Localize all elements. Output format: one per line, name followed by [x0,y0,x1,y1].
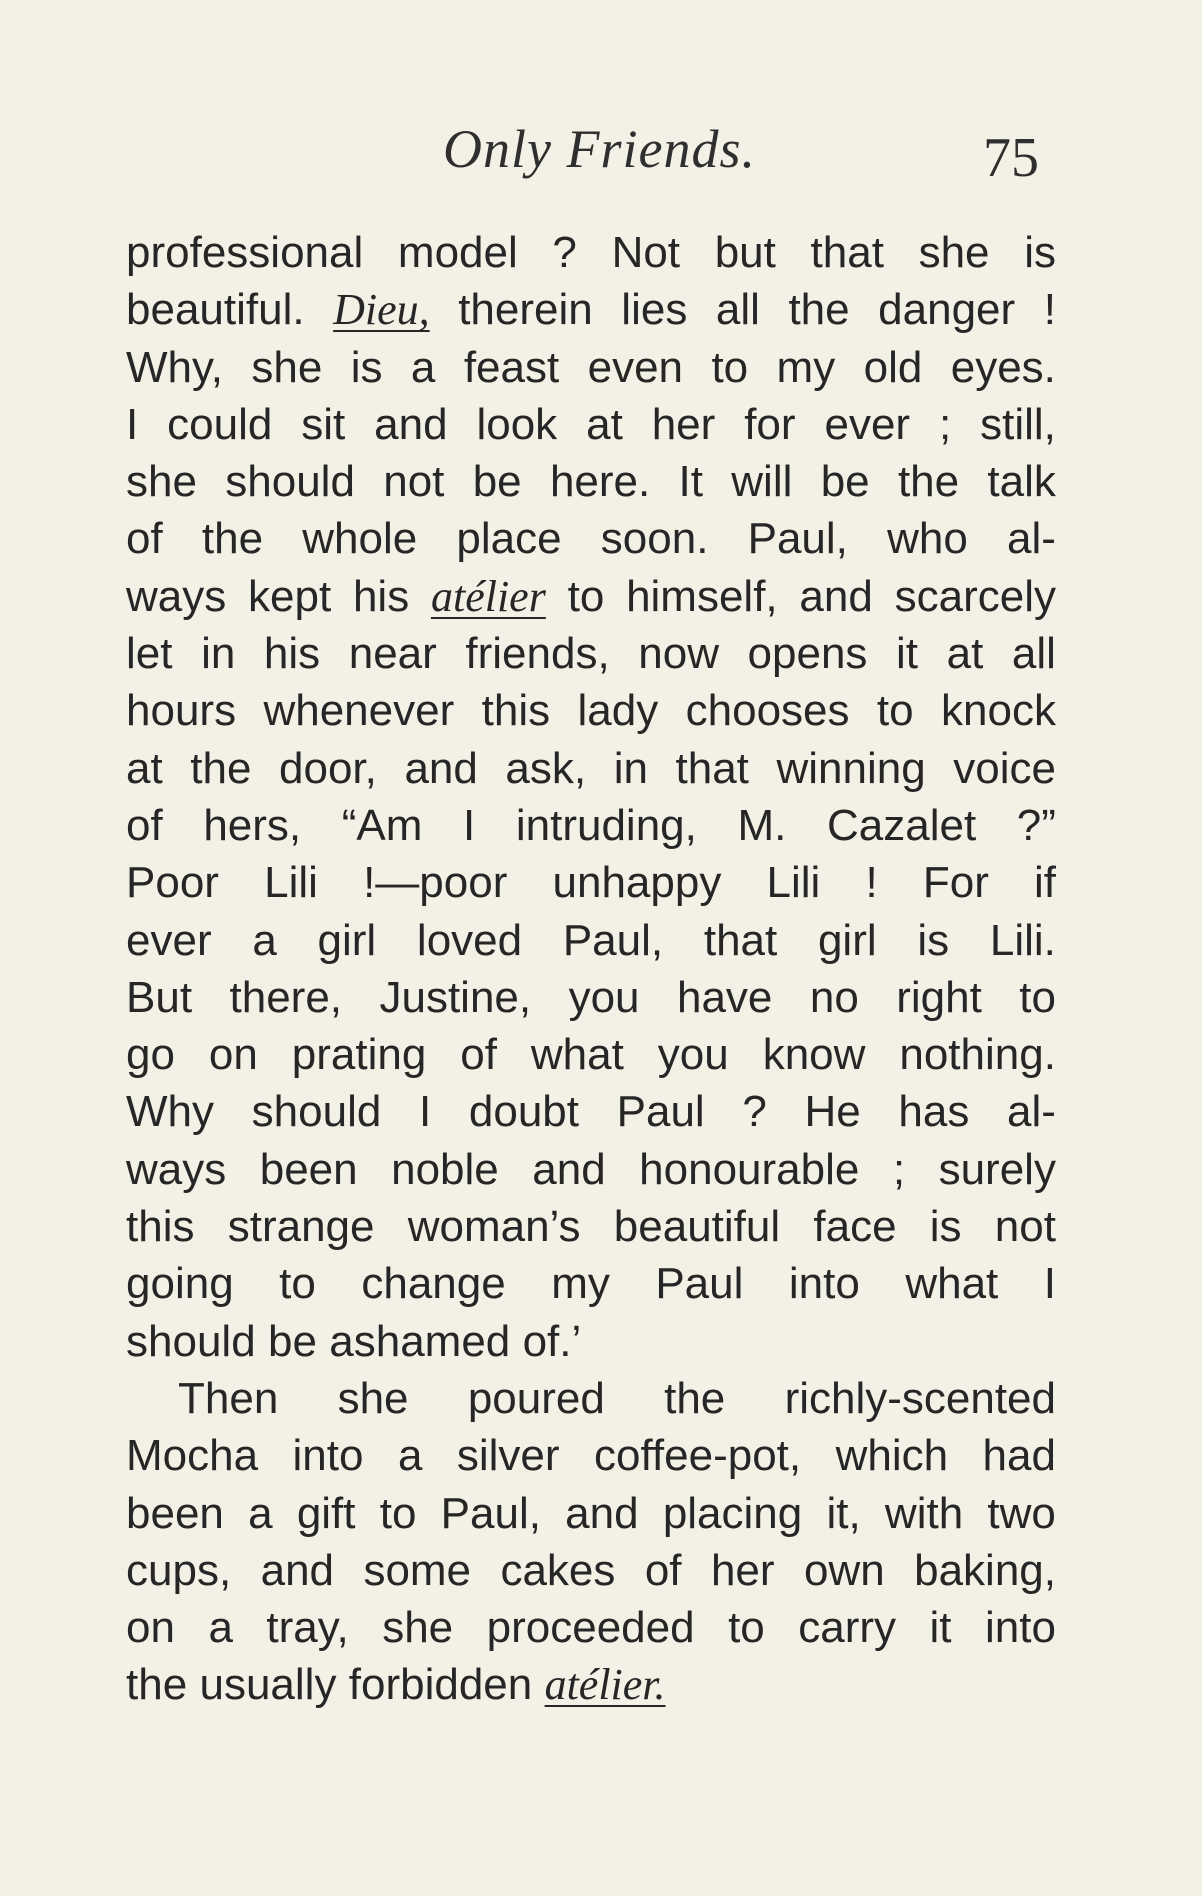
word: gift [296,1488,356,1538]
word: to [876,686,914,736]
word: himself, [626,571,778,621]
word: going [126,1259,234,1309]
word: change [361,1259,506,1309]
word: who [887,514,968,564]
text-line [126,969,1056,1026]
word: this [481,686,551,736]
text-line [126,281,1056,338]
word: voice [953,743,1056,793]
word: of [126,800,163,850]
word: on [126,1603,175,1653]
word: Why [126,1087,214,1137]
word: has [898,1087,970,1137]
word: nothing. [899,1030,1056,1080]
word: be [820,457,870,507]
word: hers, [203,800,302,850]
running-head [0,118,1202,198]
text-line [126,854,1056,911]
word: Paul [655,1259,744,1309]
word: ; [938,399,952,449]
word: I [126,399,139,449]
word: ways [126,1144,227,1194]
word: into [292,1431,364,1481]
word: here. [549,457,651,507]
text-line [126,740,1056,797]
word: But [126,972,193,1022]
word: it [929,1603,952,1653]
word: a [410,342,436,392]
word: this [126,1202,195,1252]
text-line [126,1485,1056,1542]
word: feast [463,342,560,392]
word: talk [987,457,1056,507]
word: winning [776,743,926,793]
word: Mocha [126,1431,259,1481]
word: Paul, [562,915,664,965]
word: coffee-pot, [594,1431,802,1481]
word: Not [611,228,681,277]
word: opens [747,629,868,679]
word: she [918,228,990,277]
word: to [728,1603,765,1653]
word: and [565,1488,639,1538]
word: ask, [505,743,587,793]
word: is [929,1202,962,1252]
word: honourable [639,1144,860,1194]
word: poured [467,1373,605,1423]
word: should [251,1087,382,1137]
word: you [568,972,640,1022]
word: kept [248,571,332,621]
word: her [651,399,716,449]
word: into [788,1259,860,1309]
word: be [472,457,522,507]
word: be [267,1316,317,1366]
word: to [279,1259,316,1309]
word: even [587,342,684,392]
text-line [126,1198,1056,1255]
word: is [350,342,383,392]
word: at [946,629,984,679]
word: sit [301,399,346,449]
word: should [126,1316,256,1366]
word: ? [552,228,577,277]
word: ever [824,399,911,449]
word: and [374,399,448,449]
word: at [586,399,623,449]
word: intruding, [515,800,697,850]
text-line [126,224,1056,281]
word: a [397,1431,423,1481]
word: ashamed [329,1316,511,1366]
word: strange [227,1202,375,1252]
word: “Am [341,800,423,850]
word: all [715,285,760,335]
word: ways [126,571,227,621]
word: Paul [616,1087,705,1137]
text-line [126,625,1056,682]
word: whenever [263,686,455,736]
word: door, [279,743,377,793]
word: chooses [685,686,850,736]
word: could [167,399,273,449]
word: been [126,1488,224,1538]
word: lies [621,285,688,335]
text-line [126,568,1056,625]
word: that [703,915,778,965]
word: !—poor [363,858,508,908]
word: danger [878,285,1016,335]
word: noble [391,1144,499,1194]
italic-word: atélier [430,571,546,621]
word: ? [742,1087,767,1137]
word: professional [126,228,364,277]
word: girl [817,915,877,965]
word: place [456,514,562,564]
word: to [379,1488,417,1538]
text-line [126,396,1056,453]
word: and [260,1545,335,1595]
word: For [922,858,989,908]
word: baking, [914,1545,1056,1595]
word: loved [416,915,523,965]
word: no [809,972,859,1022]
word: Lili. [989,915,1056,965]
word: the [664,1373,726,1423]
word: carry [798,1603,897,1653]
word: a [252,915,277,965]
word: if [1034,858,1056,908]
word: richly-scented [784,1373,1056,1423]
word: you [657,1030,729,1080]
word: He [804,1087,861,1137]
word: prating [291,1030,427,1080]
word: whole [302,514,418,564]
italic-word: atélier. [544,1660,666,1710]
word: know [762,1030,866,1080]
word: scarcely [894,571,1056,621]
word: M. [737,800,787,850]
word: on [208,1030,258,1080]
word: now [638,629,719,679]
word: that [810,228,884,277]
word: into [985,1603,1056,1653]
word: girl [317,915,377,965]
word: I [418,1087,432,1137]
word: it, [826,1488,861,1538]
italic-word: Dieu, [333,285,430,335]
word: doubt [468,1087,579,1137]
body-text [126,224,1056,1714]
word: been [259,1144,358,1194]
word: his [352,571,410,621]
word: ! [1043,285,1056,335]
word: in [201,629,236,679]
word: cups, [126,1545,232,1595]
word: cakes [500,1545,616,1595]
text-line [126,1370,1056,1427]
word: lady [577,686,659,736]
word: her [710,1545,775,1595]
word: for [744,399,796,449]
word: to [567,571,605,621]
word: hours [126,686,237,736]
word: Then [178,1373,279,1423]
word: and [799,571,873,621]
word: beautiful [613,1202,781,1252]
word: placing [662,1488,803,1538]
word: It [678,457,703,507]
text-line [126,1141,1056,1198]
word: soon. [600,514,709,564]
word: that [675,743,749,793]
word: near [348,629,437,679]
running-title: Only Friends. [443,119,756,179]
word: tray, [266,1603,349,1653]
word: still, [980,399,1056,449]
word: Lili [766,858,821,908]
word: she [337,1373,409,1423]
word: knock [941,686,1056,736]
word: Justine, [379,972,532,1022]
word: my [551,1259,610,1309]
text-line [126,1255,1056,1312]
word: and [404,743,478,793]
word: should [225,457,355,507]
word: of [126,514,163,564]
word: proceeded [486,1603,695,1653]
word: with [884,1488,964,1538]
text-line [126,1026,1056,1083]
word: usually [199,1660,337,1710]
word: beautiful. [126,285,305,335]
word: to [711,342,749,392]
word: and [532,1144,606,1194]
word: my [776,342,836,392]
text-line [126,1427,1056,1484]
text-line [126,682,1056,739]
word: own [803,1545,885,1595]
word: she [382,1603,454,1653]
word: I [463,800,476,850]
word: what [530,1030,624,1080]
word: Cazalet [826,800,977,850]
word: not [383,457,445,507]
word: right [896,972,982,1022]
word: Why, [126,342,223,392]
word: ?” [1016,800,1056,850]
text-line [126,797,1056,854]
word: al- [1007,1087,1056,1137]
word: what [905,1259,999,1309]
word: is [917,915,950,965]
word: surely [938,1144,1056,1194]
word: have [676,972,773,1022]
word: at [126,743,163,793]
word: silver [456,1431,560,1481]
word: two [987,1488,1056,1538]
word: face [813,1202,897,1252]
word: forbidden [348,1660,533,1710]
word: a [208,1603,233,1653]
word: all [1011,629,1056,679]
word: al- [1007,514,1056,564]
word: Paul, [747,514,848,564]
word: of [460,1030,497,1080]
word: model [397,228,518,277]
word: not [994,1202,1056,1252]
word: the [788,285,850,335]
word: woman’s [407,1202,581,1252]
word: therein [458,285,593,335]
word: old [863,342,923,392]
text-line [126,339,1056,396]
text-line [126,1313,1056,1370]
text-line [126,1656,1056,1713]
word: his [263,629,321,679]
word: the [190,743,252,793]
word: Lili [264,858,318,908]
word: look [476,399,558,449]
word: Poor [126,858,219,908]
word: the [897,457,960,507]
text-line [126,1083,1056,1140]
word: of [644,1545,682,1595]
word: is [1024,228,1056,277]
text-line [126,912,1056,969]
word: ever [126,915,212,965]
word: there, [229,972,343,1022]
word: friends, [465,629,610,679]
word: but [714,228,776,277]
word: which [835,1431,949,1481]
word: she [251,342,323,392]
word: the [201,514,264,564]
text-line [126,1542,1056,1599]
word: some [363,1545,472,1595]
word: I [1043,1259,1056,1309]
word: to [1019,972,1056,1022]
text-line [126,510,1056,567]
word: eyes. [950,342,1056,392]
word: it [896,629,919,679]
text-line [126,1599,1056,1656]
page-number: 75 [983,127,1039,189]
word: of.’ [522,1316,582,1366]
word: had [982,1431,1056,1481]
text-line [126,453,1056,510]
word: she [126,457,197,507]
word: the [126,1660,188,1710]
word: Paul, [440,1488,541,1538]
word: in [613,743,648,793]
word: let [126,629,173,679]
word: unhappy [552,858,722,908]
word: will [731,457,793,507]
word: a [248,1488,273,1538]
word: ; [892,1144,906,1194]
word: go [126,1030,175,1080]
word: ! [865,858,878,908]
